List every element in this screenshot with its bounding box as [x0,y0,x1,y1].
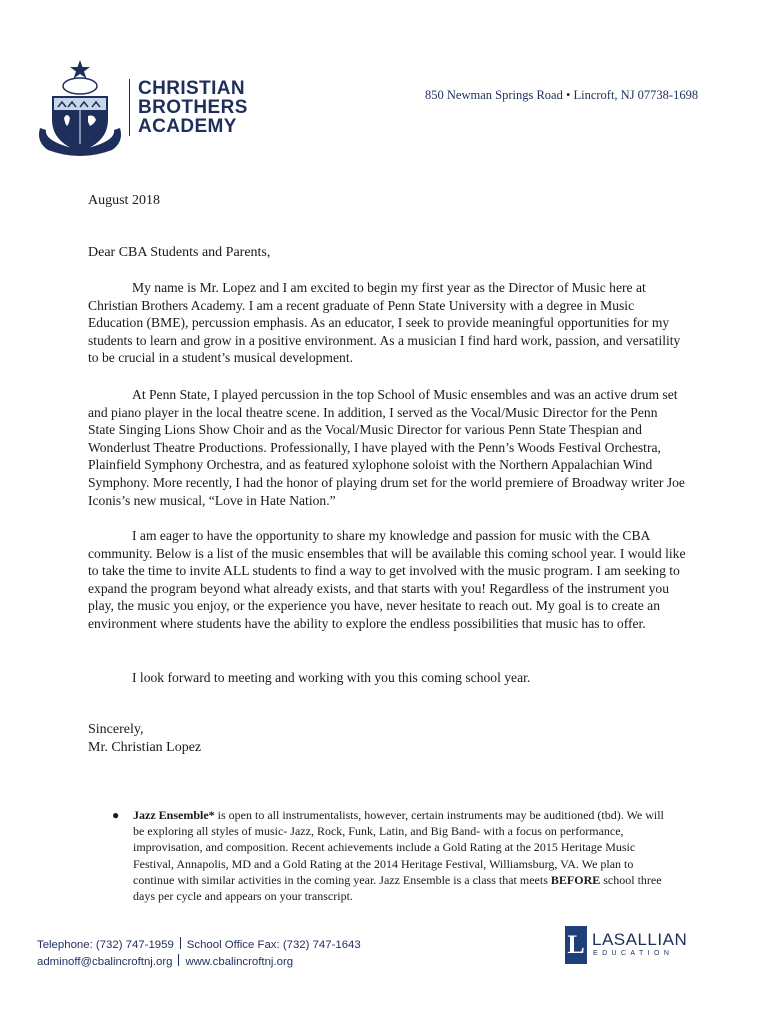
paragraph-text: I am eager to have the opportunity to share my knowledge and passion for music with the CBA community. Below is a list of the music ensembles that will be available this coming school year. I would like to take the time to invite ALL students to find a way to get involved with the music program. I am seeking to expand the program beyond what already exists, and that starts with you! Regardless of the instrument you play, the music you enjoy, or the experience you have, never hesitate to reach out. My goal is to create an environment where students have the ability to explore the endless possibilities that music has to offer. [88,528,686,631]
letter-salutation: Dear CBA Students and Parents, [88,245,271,260]
footer-email[interactable]: adminoff@cbalincroftnj.org [37,956,173,968]
letter-paragraph [88,527,688,633]
lasallian-sub: EDUCATION [593,950,674,957]
ensemble-list-item [112,807,672,904]
footer-telephone: Telephone: (732) 747-1959 [37,939,174,951]
lasallian-word: LASALLIAN [592,930,688,949]
ensemble-emphasis: BEFORE [550,872,601,887]
paragraph-text: At Penn State, I played percussion in the top School of Music ensembles and was an active drum set and piano player in the local theatre scene. In addition, I served as the Vocal/Music Director for the Penn State Singing Lions Show Choir and as the Vocal/Music Director for various Penn State Thespian and Wonderlust Theatre Productions. Professionally, I have played with the Penn’s Woods Festival Orchestra, Plainfield Symphony Orchestra, and as featured xylophone soloist with the Northern Appalachian Wind Symphony. More recently, I had the honor of playing drum set for the world premiere of Broadway writer Joe Iconis’s new musical, “Love in Hate Nation.” [88,387,685,508]
letter-paragraph [88,669,688,687]
school-name-line: ACADEMY [138,116,237,137]
letter-paragraph [88,279,688,367]
school-name [129,79,248,136]
bullet-icon: ● [112,808,120,822]
closing-text: Sincerely, [88,722,144,737]
letter-date: August 2018 [88,193,160,208]
ensemble-name: Jazz Ensemble* [133,808,215,822]
signature-name: Mr. Christian Lopez [88,740,202,755]
ensemble-description [133,807,672,904]
letter-closing [88,721,201,757]
school-address: 850 Newman Springs Road • Lincroft, NJ 07738-1698 [425,88,699,102]
footer-contact [37,937,361,971]
school-name-line: BROTHERS [138,97,248,118]
divider [178,954,179,966]
footer-website[interactable]: www.cbalincroftnj.org [185,956,294,968]
lasallian-mark-icon: L [565,926,587,964]
paragraph-text: My name is Mr. Lopez and I am excited to begin my first year as the Director of Music here at Christian Brothers Academy. I am a recent graduate of Penn State University with a degree in Music Education (BME), percussion emphasis. As an educator, I seek to provide meaningful opportunities for my students to learn and grow in a positive environment. As a musician I find hard work, passion, and versatility to be crucial in a student’s musical development. [88,280,681,366]
school-crest-icon [34,58,126,158]
lasallian-logo [565,926,688,966]
ensemble-text: is open to all instrumentalists, however, certain instruments may be auditioned (tbd). We will be exploring all styles of music- Jazz, Rock, Funk, Latin, and Big Band- with a focus on performance, improvisation, and composition. Recent achievements include a Gold Rating at the 2015 Heritage Music Festival, Annapolis, MD and a Gold Rating at the 2014 Heritage Festival, Williamsburg, VA. We plan to continue with similar activities in the coming year. Jazz Ensemble is a class that meets [133,808,664,887]
letter-paragraph [88,386,688,509]
paragraph-text: I look forward to meeting and working with you this coming school year. [132,670,531,685]
footer-fax: School Office Fax: (732) 747-1643 [186,939,361,951]
ensemble-text-end: school three days per cycle and appears on your transcript. [133,872,662,904]
divider [180,937,181,949]
school-name-line: CHRISTIAN [138,78,246,99]
